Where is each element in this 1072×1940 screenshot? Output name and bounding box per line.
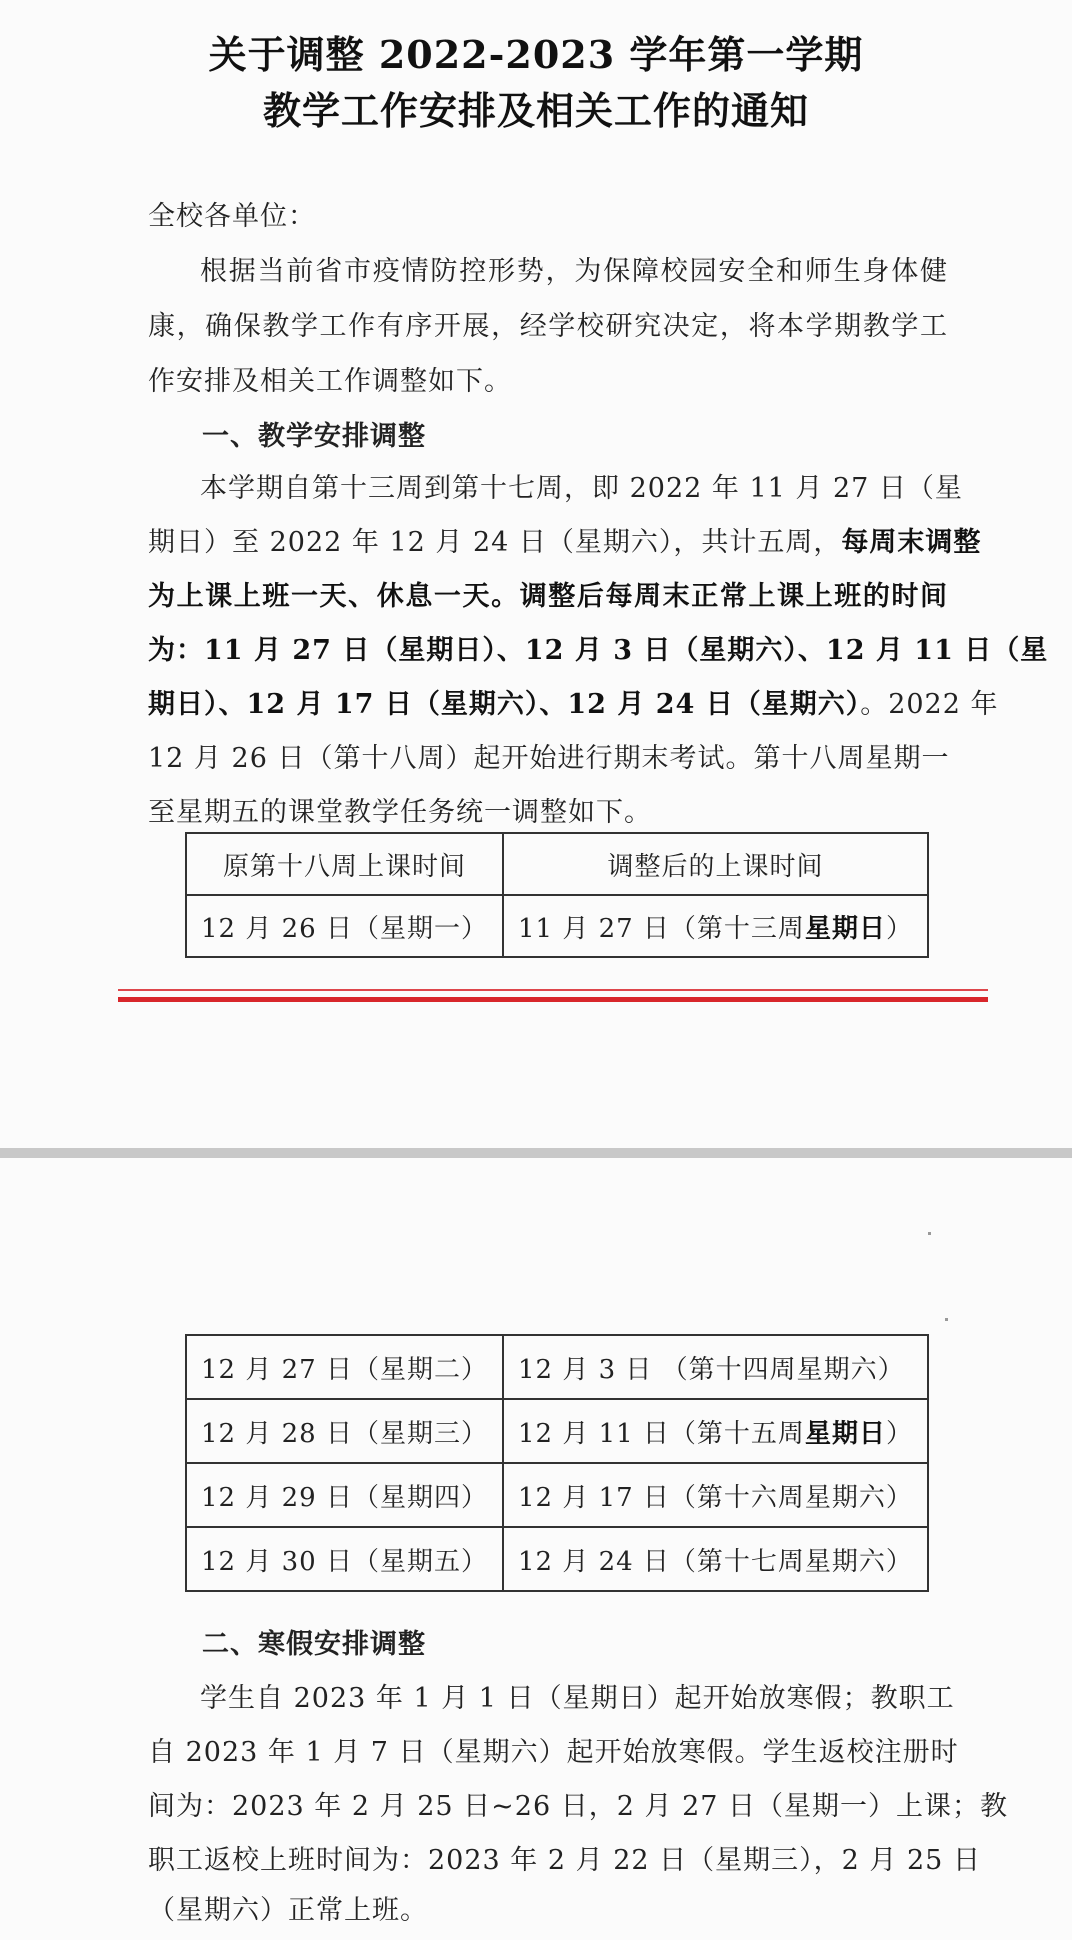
section-1-line-6: 12 月 26 日（第十八周）起开始进行期末考试。第十八周星期一: [148, 743, 950, 774]
table-cell-original: 12 月 28 日（星期三）: [186, 1399, 503, 1463]
section-1-line-7: 至星期五的课堂教学任务统一调整如下。: [148, 797, 652, 828]
table-cell-adjusted: 12 月 3 日 （第十四周星期六）: [503, 1335, 928, 1399]
section-1-heading: 一、教学安排调整: [202, 421, 426, 452]
bold-text: 每周末调整: [841, 527, 982, 558]
section-2-heading: 二、寒假安排调整: [202, 1629, 426, 1660]
schedule-table-part-2: [185, 1334, 929, 1592]
document-title-line-2: 教学工作安排及相关工作的通知: [262, 88, 809, 133]
section-2-line-2: 自 2023 年 1 月 7 日（星期六）起开始放寒假。学生返校注册时: [148, 1737, 959, 1768]
table-row: [186, 895, 928, 957]
table-row: [186, 1527, 928, 1591]
section-2-line-3: 间为：2023 年 2 月 25 日~26 日，2 月 27 日（星期一）上课；教: [148, 1791, 1009, 1822]
red-divider-thick: [118, 997, 988, 1002]
section-1-line-1: 本学期自第十三周到第十七周，即 2022 年 11 月 27 日（星: [200, 473, 963, 504]
section-1-line-3: 为上课上班一天、休息一天。调整后每周末正常上课上班的时间: [148, 581, 948, 612]
section-1-line-2: 期日）至 2022 年 12 月 24 日（星期六），共计五周，每周末调整: [148, 527, 982, 558]
schedule-table-part-1: [185, 832, 929, 958]
scan-speck: [928, 1232, 931, 1235]
table-cell-original: 12 月 26 日（星期一）: [186, 895, 503, 957]
section-1-line-4: 为：11 月 27 日（星期日）、12 月 3 日（星期六）、12 月 11 日（星: [148, 635, 1049, 666]
table-cell-adjusted: 12 月 17 日（第十六周星期六）: [503, 1463, 928, 1527]
scan-speck: [945, 1318, 948, 1321]
section-1-line-5: 期日）、12 月 17 日（星期六）、12 月 24 日（星期六）。2022 年: [148, 689, 999, 720]
section-2-line-1: 学生自 2023 年 1 月 1 日（星期日）起开始放寒假；教职工: [200, 1683, 955, 1714]
table-cell-adjusted: 11 月 27 日（第十三周星期日）: [503, 895, 928, 957]
section-2-line-4: 职工返校上班时间为：2023 年 2 月 22 日（星期三），2 月 25 日: [148, 1845, 981, 1876]
table-header-adjusted: 调整后的上课时间: [503, 833, 928, 895]
table-cell-original: 12 月 29 日（星期四）: [186, 1463, 503, 1527]
table-cell-adjusted: 12 月 11 日（第十五周星期日）: [503, 1399, 928, 1463]
table-row: [186, 1463, 928, 1527]
bold-text: 期日）、12 月 17 日（星期六）、12 月 24 日（星期六）: [148, 689, 861, 720]
page-gap: [0, 1148, 1072, 1158]
table-cell-original: 12 月 30 日（星期五）: [186, 1527, 503, 1591]
table-row: [186, 1399, 928, 1463]
intro-line-2: 康，确保教学工作有序开展，经学校研究决定，将本学期教学工: [148, 311, 948, 342]
table-row: [186, 1335, 928, 1399]
table-header-original: 原第十八周上课时间: [186, 833, 503, 895]
document-title-line-1: 关于调整 2022-2023 学年第一学期: [208, 32, 864, 77]
table-cell-adjusted: 12 月 24 日（第十七周星期六）: [503, 1527, 928, 1591]
section-2-line-5: （星期六）正常上班。: [148, 1895, 428, 1926]
table-header-row: [186, 833, 928, 895]
table-cell-original: 12 月 27 日（星期二）: [186, 1335, 503, 1399]
intro-line-3: 作安排及相关工作调整如下。: [148, 366, 512, 397]
intro-line-1: 根据当前省市疫情防控形势，为保障校园安全和师生身体健: [200, 256, 948, 287]
salutation: 全校各单位：: [148, 201, 316, 232]
red-divider-thin: [118, 989, 988, 991]
